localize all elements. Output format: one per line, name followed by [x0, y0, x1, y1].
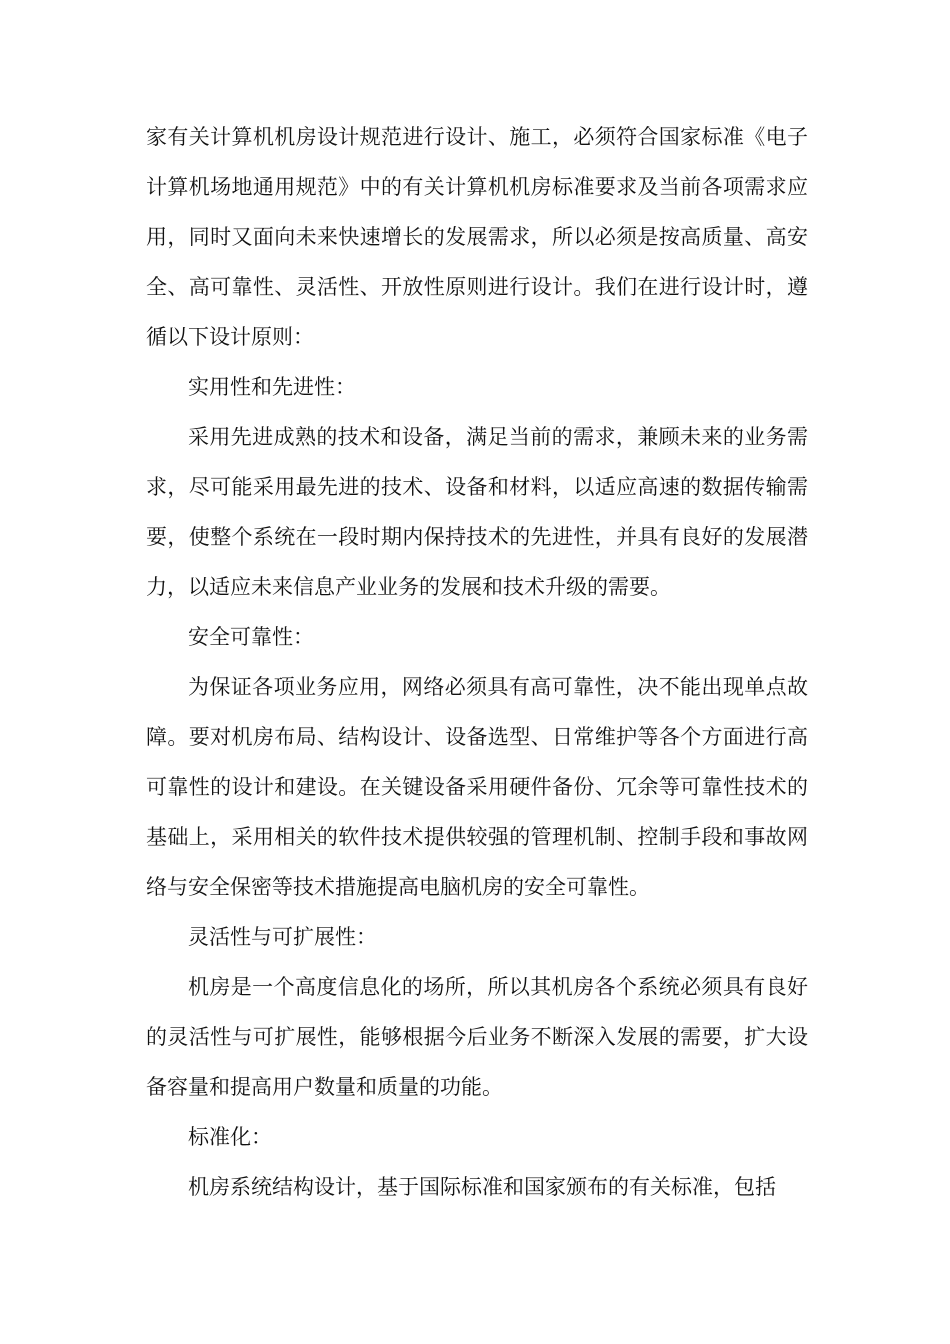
heading-practicality-advancement: 实用性和先进性： — [188, 375, 356, 399]
paragraph-security-reliability: 为保证各项业务应用，网络必须具有高可靠性，决不能出现单点故障。要对机房布局、结构设计、设备选型、日常维护等各个方面进行高可靠性的设计和建设。在关键设备采用硬件备份、冗余等可靠性技术的基础上，采用相关的软件技术提供较强的管理机制、控制手段和事故网络与安全保密等技术措施提高电脑机房的安全可靠性。 — [146, 675, 808, 899]
paragraph-standardization: 机房系统结构设计，基于国际标准和国家颁布的有关标准，包括 — [188, 1175, 776, 1199]
paragraph-practicality-advancement: 采用先进成熟的技术和设备，满足当前的需求，兼顾未来的业务需求，尽可能采用最先进的技术、设备和材料，以适应高速的数据传输需要，使整个系统在一段时期内保持技术的先进性，并具有良好的发展潜力，以适应未来信息产业业务的发展和技术升级的需要。 — [146, 425, 808, 599]
heading-standardization: 标准化： — [188, 1125, 272, 1149]
paragraph-flexibility-scalability: 机房是一个高度信息化的场所，所以其机房各个系统必须具有良好的灵活性与可扩展性，能够根据今后业务不断深入发展的需要，扩大设备容量和提高用户数量和质量的功能。 — [146, 975, 808, 1099]
heading-flexibility-scalability: 灵活性与可扩展性： — [188, 925, 377, 949]
paragraph-intro-continued: 家有关计算机机房设计规范进行设计、施工，必须符合国家标准《电子计算机场地通用规范》中的有关计算机机房标准要求及当前各项需求应用，同时又面向未来快速增长的发展需求，所以必须是按高质量、高安全、高可靠性、灵活性、开放性原则进行设计。我们在进行设计时，遵循以下设计原则： — [146, 125, 808, 349]
document-body — [146, 112, 808, 1212]
heading-security-reliability: 安全可靠性： — [188, 625, 314, 649]
